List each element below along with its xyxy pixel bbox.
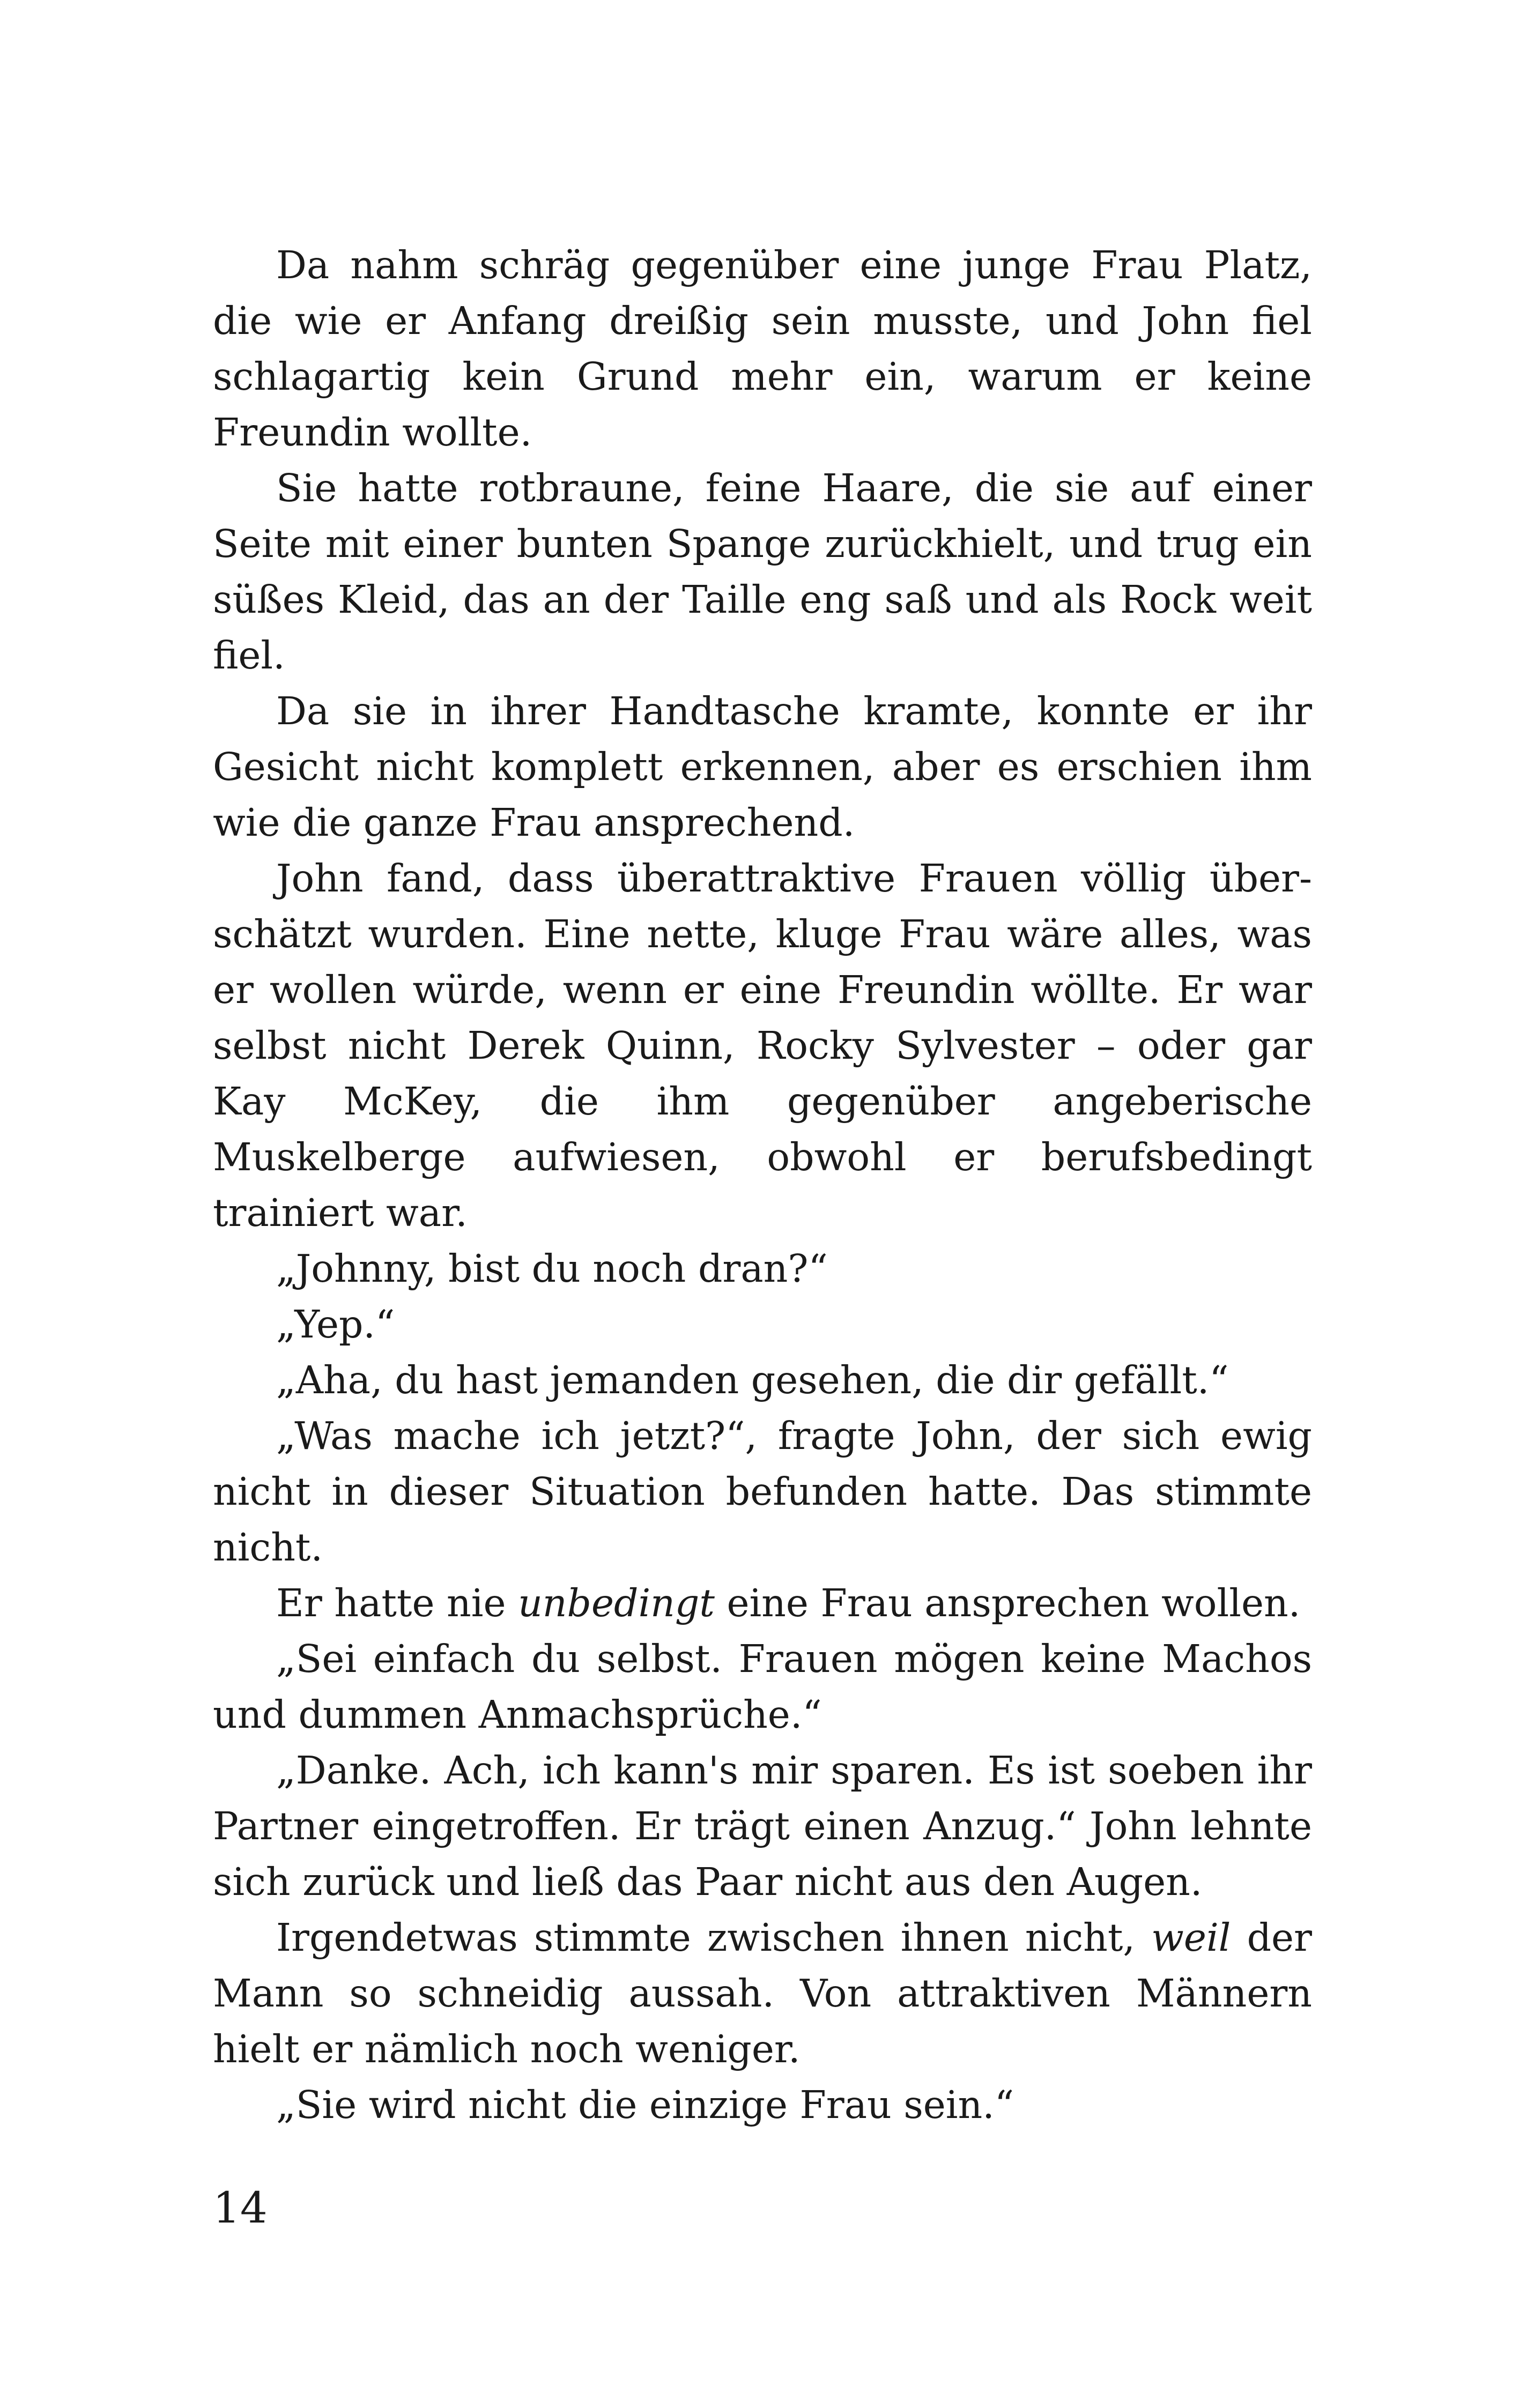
paragraph-text: eine Frau ansprechen wollen. [714, 1581, 1301, 1625]
paragraph [213, 851, 1312, 1241]
paragraph [213, 683, 1312, 851]
body-text [213, 237, 1312, 2133]
paragraph-text: „Was mache ich jetzt?“, fragte John, der sich ewig nicht in dieser Situation befunden hatte. Das stimmte nicht. [213, 1414, 1312, 1570]
paragraph-text: Da nahm schräg gegenüber eine junge Frau Platz, die wie er Anfang dreißig sein musste, und John fiel schlagartig kein Grund mehr ein, warum er keine Freundin wollte. [213, 243, 1312, 455]
emphasis-text: weil [1151, 1915, 1231, 1960]
paragraph-text: „Aha, du hast jemanden gesehen, die dir gefällt.“ [276, 1358, 1229, 1402]
page-number: 14 [213, 2183, 268, 2233]
paragraph-text: „Johnny, bist du noch dran?“ [276, 1246, 828, 1291]
dialogue-line [213, 1352, 1312, 1408]
paragraph-text: „Danke. Ach, ich kann's mir sparen. Es ist soeben ihr Partner eingetroffen. Er trägt einen Anzug.“ John lehnte sich zurück und ließ das Paar nicht aus den Augen. [213, 1748, 1312, 1904]
paragraph [213, 460, 1312, 683]
dialogue-line [213, 1631, 1312, 1743]
paragraph [213, 237, 1312, 460]
paragraph-text: Er hatte nie [276, 1581, 518, 1625]
paragraph-text: John fand, dass überattraktive Frauen völlig überschätzt wurden. Eine nette, kluge Frau wäre alles, was er wollen würde, wenn er eine Freundin wöllte. Er war selbst nicht Derek Quinn, Rocky Sylvester – oder gar Kay McKey, die ihm gegenüber angeberische Muskelberge aufwiesen, obwohl er berufsbedingt trainiert war. [213, 856, 1312, 1235]
paragraph-text: Sie hatte rotbraune, feine Haare, die sie auf einer Seite mit einer bunten Spange zurückhielt, und trug ein süßes Kleid, das an der Taille eng saß und als Rock weit fiel. [213, 466, 1312, 678]
paragraph-text: „Sei einfach du selbst. Frauen mögen keine Machos und dummen Anmachsprüche.“ [213, 1637, 1312, 1737]
paragraph-text: der Mann so schneidig aussah. Von attraktiven Männern hielt er nämlich noch weniger. [213, 1915, 1312, 2071]
paragraph-text: „Yep.“ [276, 1302, 395, 1347]
dialogue-line [213, 1408, 1312, 1575]
dialogue-line [213, 1241, 1312, 1297]
paragraph-text: Irgendetwas stimmte zwischen ihnen nicht, [276, 1915, 1152, 1960]
paragraph-text: Da sie in ihrer Handtasche kramte, konnte er ihr Gesicht nicht komplett erkennen, aber es erschien ihm wie die ganze Frau ansprechend. [213, 689, 1312, 845]
emphasis-text: unbedingt [518, 1581, 715, 1625]
dialogue-line [213, 1743, 1312, 1910]
paragraph [213, 1910, 1312, 2077]
paragraph [213, 1575, 1312, 1631]
paragraph-text: „Sie wird nicht die einzige Frau sein.“ [276, 2083, 1014, 2127]
dialogue-line [213, 1297, 1312, 1352]
dialogue-line [213, 2077, 1312, 2133]
